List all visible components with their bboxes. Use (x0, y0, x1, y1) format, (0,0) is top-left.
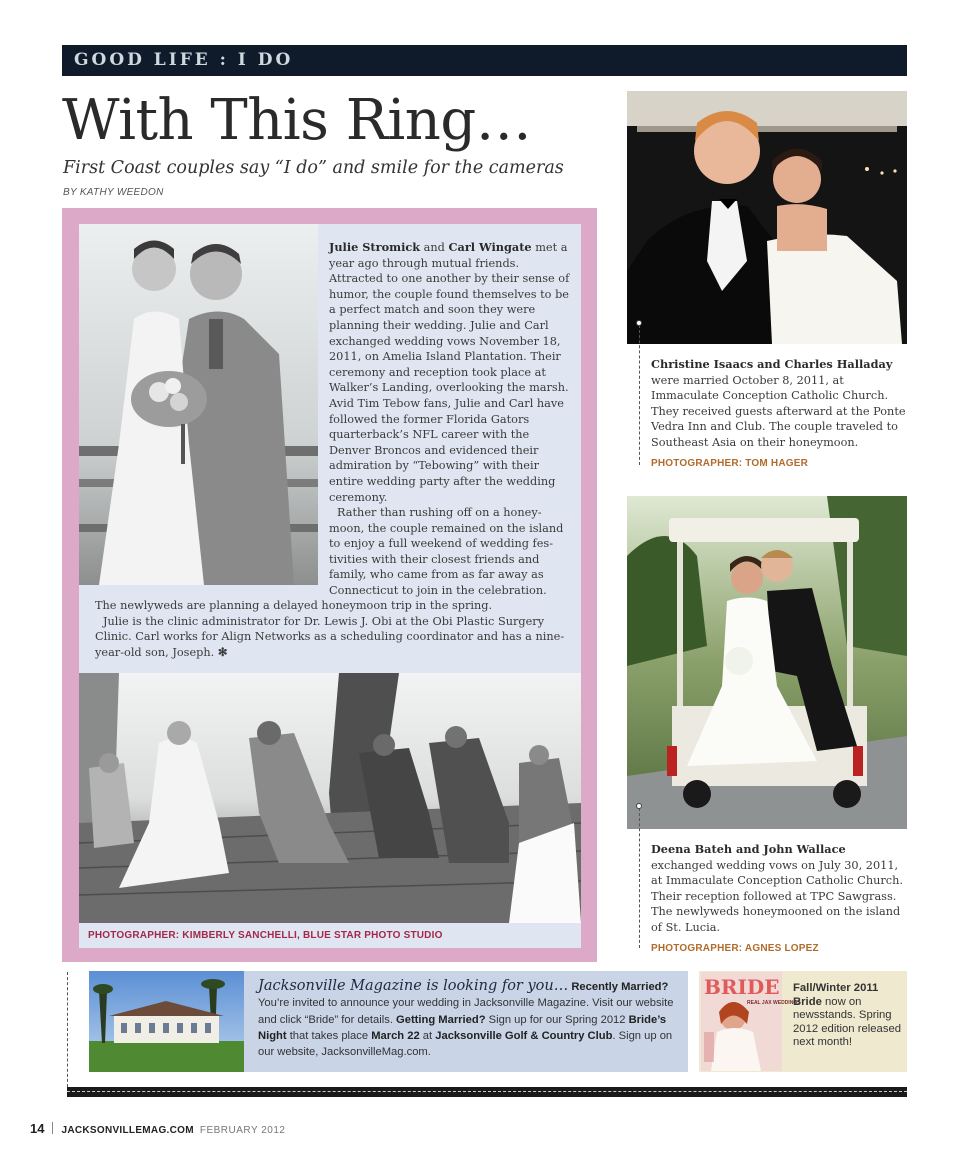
isaacs-halladay-photo (627, 91, 907, 344)
couple-name-bateh-wallace: Deena Bateh and John Wallace (651, 842, 846, 856)
story-paragraph: The newlyweds are planning a delayed honeymoon trip in the spring. (95, 599, 493, 612)
caption-dot-icon (636, 803, 642, 809)
footer-date: FEBRUARY 2012 (199, 1125, 286, 1136)
bride-magazine-cover (701, 972, 801, 1071)
photographer-credit-sanchelli: PHOTOGRAPHER: KIMBERLY SANCHELLI, BLUE STAR PHOTO STUDIO (88, 930, 443, 941)
golf-club-photo (89, 971, 244, 1072)
caption-bateh-wallace (651, 842, 907, 956)
couple-name-julie: Julie Stromick (329, 240, 421, 254)
photographer-credit-hager: PHOTOGRAPHER: TOM HAGER (651, 457, 809, 469)
section-header-bar (62, 45, 907, 76)
magazine-promo-text (793, 982, 903, 1050)
story-paragraph: Julie is the clinic administrator for Dr. Lewis J. Obi at the Obi Plastic Surgery Clinic. Carl works for Align Networks as a scheduling coordinator and has a nine-year-old son, Joseph. (95, 614, 565, 659)
couple-portrait-photo (79, 224, 318, 585)
promo-event: Bride’s Night (258, 1013, 667, 1042)
couple-name-carl: Carl Wingate (448, 240, 532, 254)
caption-text: were married October 8, 2011, at Immaculate Conception Catholic Church. They received guests afterward at the Ponte Vedra Inn and Club. The couple traveled to Southeast Asia on their honeymoon. (651, 373, 906, 449)
cover-tagline: REAL JAX WEDDINGS (747, 1000, 801, 1006)
footer-site: JACKSONVILLEMAG.COM (61, 1125, 194, 1136)
story-paragraph: Rather than rushing off on a honey-moon, the couple remained on the island to enjoy a full weekend of wedding fes-tivities with their closest friends and family, who came from as far away as Connecticut to join in the celebration. (329, 506, 564, 598)
promo-text (258, 978, 683, 1060)
promo-question: Getting Married? (396, 1013, 486, 1026)
story-julie-carl-column (329, 240, 572, 599)
caption-dot-icon (636, 320, 642, 326)
promo-lead: Jacksonville Magazine is looking for you… (258, 978, 569, 994)
caption-rule (639, 325, 640, 465)
promo-frame-bar (67, 1087, 907, 1097)
promo-body: that takes place (286, 1029, 372, 1042)
promo-body: at (419, 1029, 436, 1042)
section-label: GOOD LIFE : I DO (74, 50, 294, 70)
magazine-name: Bride (793, 995, 822, 1008)
promo-body: . Sign up on our website, JacksonvilleMag.com. (258, 1029, 673, 1059)
tebowing-party-photo (79, 673, 581, 923)
magazine-promo-body: now on newsstands. Spring 2012 edition released next month! (793, 995, 902, 1049)
byline: BY KATHY WEEDON (63, 187, 164, 198)
bateh-wallace-photo (627, 496, 907, 829)
story-paragraph: met a year ago through mutual friends. Attracted to one another by their sense of humor, the couple found themselves to be a perfect match and soon they were planning their wedding. Julie and Carl exchanged wedding vows November 18, 2011, on Amelia Island Plantation. Their ceremony and reception took place at Walker’s Landing, overlooking the marsh. Avid Tim Tebow fans, Julie and Carl have followed the former Florida Gators quarterback’s NFL career with the Denver Broncos and evidenced their admiration by “Tebowing” with their entire wedding party after the wedding ceremony. (329, 241, 570, 504)
photographer-credit-lopez: PHOTOGRAPHER: AGNES LOPEZ (651, 942, 819, 954)
promo-question: Recently Married? (568, 981, 669, 993)
deck-subtitle: First Coast couples say “I do” and smile for the cameras (63, 158, 564, 178)
page-footer (30, 1120, 285, 1138)
promo-body: Sign up for our Spring 2012 (485, 1013, 629, 1026)
end-mark: ✻ (217, 644, 228, 659)
caption-isaacs-halladay (651, 357, 907, 471)
couple-name-isaacs-halladay: Christine Isaacs and Charles Halladay (651, 357, 893, 371)
story-text: and (420, 241, 449, 254)
promo-date: March 22 (371, 1029, 420, 1042)
promo-frame-rule (67, 972, 68, 1087)
footer-divider (52, 1122, 53, 1134)
headline: With This Ring… (62, 88, 532, 153)
promo-body: You’re invited to announce your wedding in Jacksonville Magazine. Visit our website and click “Bride” for details. (258, 997, 674, 1026)
page-number: 14 (30, 1121, 45, 1136)
promo-venue: Jacksonville Golf & Country Club (435, 1029, 613, 1042)
caption-rule (639, 808, 640, 948)
story-julie-carl-continued (95, 598, 573, 660)
cover-title: BRIDE (704, 975, 780, 999)
caption-text: exchanged wedding vows on July 30, 2011, at Immaculate Conception Catholic Church. Their reception followed at TPC Sawgrass. The newlyweds honeymooned on the island of St. Lucia. (651, 858, 903, 934)
magazine-edition: Fall/Winter 2011 (793, 982, 879, 994)
